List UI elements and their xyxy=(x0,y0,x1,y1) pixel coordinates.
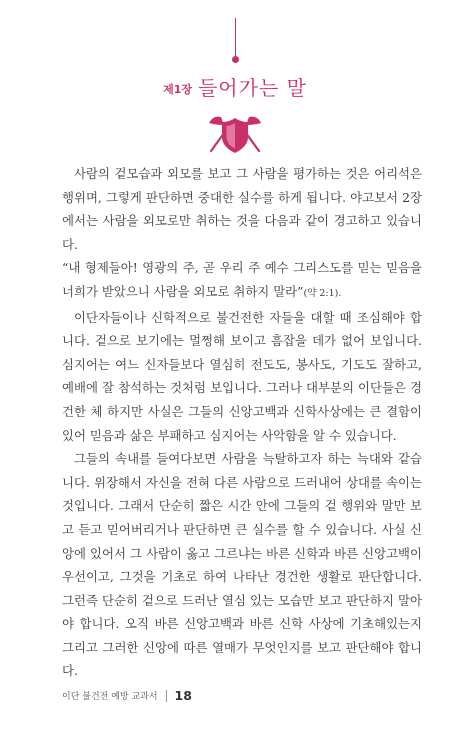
paragraph-2: 이단자들이나 신학적으로 불건전한 자들을 대할 때 조심해야 합니다. 겉으로 보기에는 멀쩡해 보이고 흠잡을 데가 없어 보입니다. 심지어는 여느 신자들보다 열심히 전도도, 봉사도, 기도도 잘하고, 예배에 잘 참석하는 것처럼 보입니다. 그러나 대부분의 이단들은 경건한 체 하지만 사실은 그들의 신앙고백과 신학사상에는 큰 결함이 있어 믿음과 삶은 부패하고 심지어는 사악함을 알 수 있습니다. xyxy=(62,309,422,443)
scripture-quote xyxy=(62,256,422,305)
bookmark-pin-line xyxy=(235,18,236,58)
paragraph-1: 사람의 겉모습과 외모를 보고 그 사람을 평가하는 것은 어리석은 행위며, 그렇게 판단하면 중대한 실수를 하게 됩니다. 야고보서 2장에서는 사람을 외모로만 취하는 것을 다음과 같이 경고하고 있습니다. xyxy=(62,166,422,252)
quote-reference: (약 2:1). xyxy=(303,287,342,299)
bookmark-pin-dot xyxy=(232,56,239,63)
page-number: 18 xyxy=(174,688,192,703)
chapter-number: 제1장 xyxy=(163,83,192,96)
chapter-title: 들어가는 말 xyxy=(197,76,307,100)
footer-divider xyxy=(166,690,167,702)
running-book-title: 이단 불건전 예방 교과서 xyxy=(62,692,158,702)
paragraph-3: 그들의 속내를 들여다보면 사람을 늑탈하고자 하는 늑대와 같습니다. 위장해서 자신을 전혀 다른 사람으로 드러내어 상대를 속이는 것입니다. 그래서 단순히 짧은 시간 안에 그들의 겉 행위와 말만 보고 듣고 믿어버리거나 판단하면 큰 실수를 할 수 있습니다. 사실 신앙에 있어서 그 사람이 옳고 그르냐는 바른 신학과 바른 신앙고백이 우선이고, 그것을 기초로 하여 나타난 경건한 생활로 판단합니다. 그런즉 단순히 겉으로 드러난 열심 있는 모습만 보고 판단하지 말아야 합니다. 오직 바른 신앙고백과 바른 신학 사상에 기초해있는지 그리고 그러한 신앙에 따른 열매가 무엇인지를 보고 판단해야 합니다. xyxy=(62,451,422,679)
body-text xyxy=(62,162,422,683)
quote-text: “내 형제들아! 영광의 주, 곧 우리 주 예수 그리스도를 믿는 믿음을 너희가 받았으니 사람을 외모로 취하지 말라” xyxy=(62,260,422,299)
chapter-heading xyxy=(0,72,470,101)
shield-with-crossed-axes-icon xyxy=(205,113,265,155)
page-footer xyxy=(62,688,192,703)
